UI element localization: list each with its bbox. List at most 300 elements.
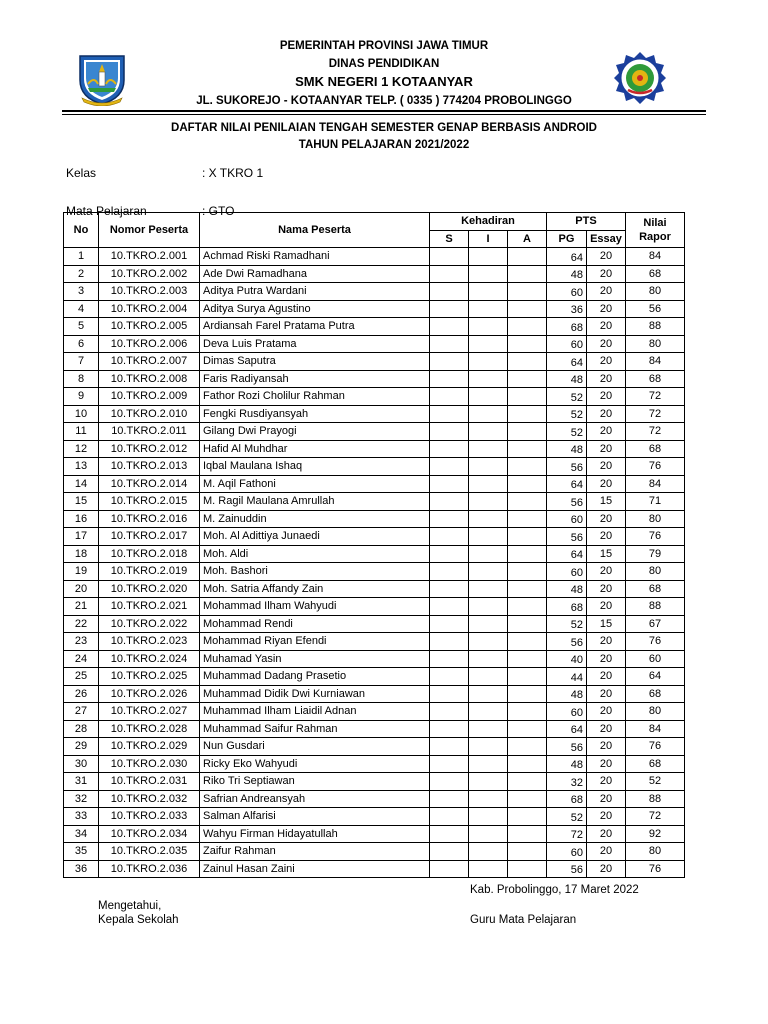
cell-participant-name: Zainul Hasan Zaini xyxy=(200,860,430,878)
table-row xyxy=(64,370,685,388)
cell-participant-number: 10.TKRO.2.015 xyxy=(99,493,200,511)
cell-participant-name: Hafid Al Muhdhar xyxy=(200,440,430,458)
cell-report-score: 64 xyxy=(626,668,685,686)
table-row xyxy=(64,265,685,283)
cell-absent xyxy=(508,528,547,546)
cell-participant-number: 10.TKRO.2.016 xyxy=(99,510,200,528)
cell-participant-number: 10.TKRO.2.002 xyxy=(99,265,200,283)
cell-absent xyxy=(508,580,547,598)
cell-no: 27 xyxy=(64,703,99,721)
cell-essay: 20 xyxy=(587,335,626,353)
cell-essay: 20 xyxy=(587,388,626,406)
cell-permission xyxy=(469,370,508,388)
cell-multiple-choice: 48 xyxy=(547,265,587,283)
cell-absent xyxy=(508,493,547,511)
cell-multiple-choice: 48 xyxy=(547,440,587,458)
cell-sick xyxy=(430,580,469,598)
cell-multiple-choice: 60 xyxy=(547,283,587,301)
cell-report-score: 92 xyxy=(626,825,685,843)
letterhead-school-name: SMK NEGERI 1 KOTAANYAR xyxy=(295,74,473,89)
cell-report-score: 68 xyxy=(626,580,685,598)
cell-essay: 20 xyxy=(587,598,626,616)
cell-sick xyxy=(430,843,469,861)
header-absent: A xyxy=(508,230,547,248)
cell-multiple-choice: 60 xyxy=(547,335,587,353)
subject-value: : GTO xyxy=(202,204,235,218)
cell-absent xyxy=(508,405,547,423)
cell-participant-name: Aditya Surya Agustino xyxy=(200,300,430,318)
cell-permission xyxy=(469,405,508,423)
cell-permission xyxy=(469,773,508,791)
table-row xyxy=(64,423,685,441)
cell-participant-number: 10.TKRO.2.026 xyxy=(99,685,200,703)
cell-no: 22 xyxy=(64,615,99,633)
cell-report-score: 68 xyxy=(626,755,685,773)
cell-participant-name: Mohammad Riyan Efendi xyxy=(200,633,430,651)
cell-participant-number: 10.TKRO.2.020 xyxy=(99,580,200,598)
cell-absent xyxy=(508,423,547,441)
cell-absent xyxy=(508,720,547,738)
cell-absent xyxy=(508,388,547,406)
table-row xyxy=(64,615,685,633)
cell-participant-number: 10.TKRO.2.011 xyxy=(99,423,200,441)
cell-permission xyxy=(469,633,508,651)
cell-sick xyxy=(430,388,469,406)
cell-no: 13 xyxy=(64,458,99,476)
cell-report-score: 56 xyxy=(626,300,685,318)
cell-essay: 20 xyxy=(587,318,626,336)
table-row xyxy=(64,790,685,808)
cell-sick xyxy=(430,493,469,511)
cell-sick xyxy=(430,685,469,703)
cell-no: 1 xyxy=(64,248,99,266)
cell-participant-name: Muhammad Didik Dwi Kurniawan xyxy=(200,685,430,703)
cell-multiple-choice: 48 xyxy=(547,685,587,703)
cell-participant-number: 10.TKRO.2.004 xyxy=(99,300,200,318)
cell-sick xyxy=(430,335,469,353)
cell-no: 15 xyxy=(64,493,99,511)
cell-participant-name: M. Aqil Fathoni xyxy=(200,475,430,493)
subject-label: Mata Pelajaran xyxy=(66,204,147,218)
cell-participant-name: Muhammad Saifur Rahman xyxy=(200,720,430,738)
cell-sick xyxy=(430,720,469,738)
cell-participant-number: 10.TKRO.2.030 xyxy=(99,755,200,773)
cell-participant-number: 10.TKRO.2.003 xyxy=(99,283,200,301)
cell-essay: 20 xyxy=(587,283,626,301)
cell-absent xyxy=(508,703,547,721)
cell-multiple-choice: 64 xyxy=(547,353,587,371)
cell-no: 21 xyxy=(64,598,99,616)
cell-report-score: 84 xyxy=(626,248,685,266)
cell-permission xyxy=(469,860,508,878)
cell-participant-name: Moh. Al Adittiya Junaedi xyxy=(200,528,430,546)
cell-essay: 20 xyxy=(587,528,626,546)
cell-no: 23 xyxy=(64,633,99,651)
letterhead-divider-thick xyxy=(62,110,706,112)
cell-sick xyxy=(430,808,469,826)
cell-absent xyxy=(508,843,547,861)
grades-table-body xyxy=(64,248,685,878)
cell-sick xyxy=(430,318,469,336)
cell-multiple-choice: 44 xyxy=(547,668,587,686)
cell-multiple-choice: 56 xyxy=(547,493,587,511)
cell-permission xyxy=(469,720,508,738)
signature-place-date: Kab. Probolinggo, 17 Maret 2022 xyxy=(470,884,639,896)
cell-no: 7 xyxy=(64,353,99,371)
cell-participant-number: 10.TKRO.2.036 xyxy=(99,860,200,878)
cell-permission xyxy=(469,300,508,318)
table-row xyxy=(64,545,685,563)
cell-permission xyxy=(469,580,508,598)
cell-participant-name: Salman Alfarisi xyxy=(200,808,430,826)
header-attendance: Kehadiran xyxy=(430,213,547,231)
cell-participant-name: Moh. Aldi xyxy=(200,545,430,563)
cell-multiple-choice: 48 xyxy=(547,755,587,773)
cell-essay: 20 xyxy=(587,668,626,686)
cell-participant-name: Gilang Dwi Prayogi xyxy=(200,423,430,441)
cell-participant-name: Ade Dwi Ramadhana xyxy=(200,265,430,283)
cell-no: 9 xyxy=(64,388,99,406)
cell-participant-name: Aditya Putra Wardani xyxy=(200,283,430,301)
header-essay: Essay xyxy=(587,230,626,248)
cell-essay: 20 xyxy=(587,738,626,756)
table-row xyxy=(64,668,685,686)
cell-sick xyxy=(430,283,469,301)
cell-report-score: 68 xyxy=(626,440,685,458)
cell-sick xyxy=(430,738,469,756)
cell-no: 16 xyxy=(64,510,99,528)
cell-sick xyxy=(430,353,469,371)
header-multiple-choice: PG xyxy=(547,230,587,248)
cell-participant-number: 10.TKRO.2.035 xyxy=(99,843,200,861)
cell-report-score: 76 xyxy=(626,633,685,651)
cell-permission xyxy=(469,423,508,441)
cell-essay: 20 xyxy=(587,563,626,581)
grades-table xyxy=(63,212,685,878)
table-row xyxy=(64,283,685,301)
cell-sick xyxy=(430,300,469,318)
cell-permission xyxy=(469,440,508,458)
cell-absent xyxy=(508,773,547,791)
table-row xyxy=(64,458,685,476)
cell-no: 2 xyxy=(64,265,99,283)
cell-no: 35 xyxy=(64,843,99,861)
cell-sick xyxy=(430,755,469,773)
cell-sick xyxy=(430,860,469,878)
cell-report-score: 88 xyxy=(626,598,685,616)
cell-participant-name: Fathor Rozi Cholilur Rahman xyxy=(200,388,430,406)
cell-essay: 20 xyxy=(587,423,626,441)
cell-permission xyxy=(469,738,508,756)
cell-no: 4 xyxy=(64,300,99,318)
table-row xyxy=(64,598,685,616)
cell-participant-number: 10.TKRO.2.010 xyxy=(99,405,200,423)
cell-absent xyxy=(508,668,547,686)
table-row xyxy=(64,650,685,668)
cell-report-score: 80 xyxy=(626,510,685,528)
cell-participant-number: 10.TKRO.2.012 xyxy=(99,440,200,458)
cell-sick xyxy=(430,563,469,581)
cell-no: 8 xyxy=(64,370,99,388)
table-row xyxy=(64,388,685,406)
cell-participant-name: Ricky Eko Wahyudi xyxy=(200,755,430,773)
cell-permission xyxy=(469,615,508,633)
cell-sick xyxy=(430,615,469,633)
cell-multiple-choice: 60 xyxy=(547,703,587,721)
cell-participant-name: Moh. Satria Affandy Zain xyxy=(200,580,430,598)
cell-absent xyxy=(508,265,547,283)
cell-absent xyxy=(508,615,547,633)
cell-no: 34 xyxy=(64,825,99,843)
signature-acknowledged: Mengetahui, xyxy=(98,900,162,912)
cell-participant-number: 10.TKRO.2.024 xyxy=(99,650,200,668)
cell-report-score: 76 xyxy=(626,738,685,756)
table-row xyxy=(64,405,685,423)
cell-no: 25 xyxy=(64,668,99,686)
cell-no: 17 xyxy=(64,528,99,546)
cell-sick xyxy=(430,528,469,546)
table-row xyxy=(64,493,685,511)
cell-multiple-choice: 68 xyxy=(547,598,587,616)
cell-sick xyxy=(430,458,469,476)
cell-no: 28 xyxy=(64,720,99,738)
cell-absent xyxy=(508,353,547,371)
header-participant-name: Nama Peserta xyxy=(200,213,430,248)
cell-permission xyxy=(469,335,508,353)
cell-permission xyxy=(469,475,508,493)
table-row xyxy=(64,738,685,756)
table-row xyxy=(64,773,685,791)
header-report-score xyxy=(626,213,685,248)
cell-absent xyxy=(508,318,547,336)
cell-report-score: 84 xyxy=(626,720,685,738)
cell-report-score: 80 xyxy=(626,335,685,353)
cell-multiple-choice: 52 xyxy=(547,388,587,406)
cell-absent xyxy=(508,685,547,703)
cell-essay: 20 xyxy=(587,353,626,371)
cell-multiple-choice: 64 xyxy=(547,545,587,563)
table-row xyxy=(64,808,685,826)
header-participant-number: Nomor Peserta xyxy=(99,213,200,248)
cell-permission xyxy=(469,528,508,546)
cell-report-score: 84 xyxy=(626,475,685,493)
cell-participant-name: Moh. Bashori xyxy=(200,563,430,581)
cell-multiple-choice: 40 xyxy=(547,650,587,668)
cell-report-score: 68 xyxy=(626,370,685,388)
cell-no: 30 xyxy=(64,755,99,773)
cell-participant-number: 10.TKRO.2.017 xyxy=(99,528,200,546)
cell-absent xyxy=(508,808,547,826)
cell-permission xyxy=(469,388,508,406)
cell-permission xyxy=(469,563,508,581)
table-row xyxy=(64,335,685,353)
cell-permission xyxy=(469,248,508,266)
cell-essay: 20 xyxy=(587,405,626,423)
cell-participant-number: 10.TKRO.2.018 xyxy=(99,545,200,563)
cell-multiple-choice: 52 xyxy=(547,405,587,423)
cell-no: 5 xyxy=(64,318,99,336)
header-report-score-line2: Rapor xyxy=(639,231,671,243)
cell-no: 14 xyxy=(64,475,99,493)
cell-participant-number: 10.TKRO.2.009 xyxy=(99,388,200,406)
cell-absent xyxy=(508,458,547,476)
cell-no: 33 xyxy=(64,808,99,826)
cell-essay: 20 xyxy=(587,458,626,476)
cell-essay: 20 xyxy=(587,703,626,721)
class-value: : X TKRO 1 xyxy=(202,166,264,180)
cell-absent xyxy=(508,790,547,808)
cell-absent xyxy=(508,860,547,878)
cell-multiple-choice: 56 xyxy=(547,860,587,878)
cell-no: 6 xyxy=(64,335,99,353)
cell-multiple-choice: 56 xyxy=(547,528,587,546)
table-row xyxy=(64,248,685,266)
cell-essay: 20 xyxy=(587,633,626,651)
cell-permission xyxy=(469,825,508,843)
table-row xyxy=(64,528,685,546)
cell-essay: 20 xyxy=(587,475,626,493)
cell-report-score: 76 xyxy=(626,458,685,476)
table-row xyxy=(64,440,685,458)
cell-permission xyxy=(469,755,508,773)
cell-participant-number: 10.TKRO.2.006 xyxy=(99,335,200,353)
cell-participant-number: 10.TKRO.2.013 xyxy=(99,458,200,476)
cell-multiple-choice: 56 xyxy=(547,633,587,651)
cell-sick xyxy=(430,370,469,388)
cell-sick xyxy=(430,598,469,616)
cell-no: 18 xyxy=(64,545,99,563)
cell-permission xyxy=(469,598,508,616)
header-report-score-line1: Nilai xyxy=(643,217,667,229)
cell-essay: 20 xyxy=(587,773,626,791)
cell-report-score: 88 xyxy=(626,790,685,808)
cell-absent xyxy=(508,633,547,651)
cell-no: 29 xyxy=(64,738,99,756)
cell-no: 32 xyxy=(64,790,99,808)
table-row xyxy=(64,300,685,318)
cell-permission xyxy=(469,650,508,668)
cell-participant-number: 10.TKRO.2.027 xyxy=(99,703,200,721)
cell-essay: 20 xyxy=(587,265,626,283)
cell-participant-name: Muhammad Dadang Prasetio xyxy=(200,668,430,686)
cell-multiple-choice: 52 xyxy=(547,808,587,826)
cell-sick xyxy=(430,265,469,283)
cell-permission xyxy=(469,808,508,826)
cell-sick xyxy=(430,510,469,528)
header-permission: I xyxy=(469,230,508,248)
cell-multiple-choice: 52 xyxy=(547,423,587,441)
cell-report-score: 88 xyxy=(626,318,685,336)
cell-sick xyxy=(430,423,469,441)
cell-absent xyxy=(508,440,547,458)
cell-multiple-choice: 36 xyxy=(547,300,587,318)
class-label: Kelas xyxy=(66,166,97,180)
letterhead-government: PEMERINTAH PROVINSI JAWA TIMUR xyxy=(279,40,489,52)
cell-participant-name: Zaifur Rahman xyxy=(200,843,430,861)
cell-participant-name: Iqbal Maulana Ishaq xyxy=(200,458,430,476)
table-row xyxy=(64,353,685,371)
cell-report-score: 79 xyxy=(626,545,685,563)
cell-permission xyxy=(469,353,508,371)
cell-sick xyxy=(430,545,469,563)
cell-sick xyxy=(430,405,469,423)
table-row xyxy=(64,318,685,336)
cell-participant-number: 10.TKRO.2.029 xyxy=(99,738,200,756)
cell-participant-name: Muhammad Ilham Liaidil Adnan xyxy=(200,703,430,721)
cell-permission xyxy=(469,458,508,476)
table-row xyxy=(64,563,685,581)
cell-multiple-choice: 64 xyxy=(547,475,587,493)
cell-permission xyxy=(469,318,508,336)
cell-multiple-choice: 56 xyxy=(547,738,587,756)
cell-no: 26 xyxy=(64,685,99,703)
cell-participant-name: Faris Radiyansah xyxy=(200,370,430,388)
header-no: No xyxy=(64,213,99,248)
table-row xyxy=(64,580,685,598)
cell-participant-number: 10.TKRO.2.028 xyxy=(99,720,200,738)
cell-participant-name: Deva Luis Pratama xyxy=(200,335,430,353)
cell-no: 36 xyxy=(64,860,99,878)
table-row xyxy=(64,703,685,721)
cell-no: 10 xyxy=(64,405,99,423)
cell-essay: 20 xyxy=(587,808,626,826)
table-row xyxy=(64,860,685,878)
letterhead-address: JL. SUKOREJO - KOTAANYAR TELP. ( 0335 ) 774204 PROBOLINGGO xyxy=(196,95,572,107)
cell-permission xyxy=(469,685,508,703)
cell-participant-name: Mohammad Rendi xyxy=(200,615,430,633)
cell-participant-name: Muhamad Yasin xyxy=(200,650,430,668)
cell-report-score: 68 xyxy=(626,265,685,283)
cell-multiple-choice: 56 xyxy=(547,458,587,476)
cell-no: 11 xyxy=(64,423,99,441)
cell-participant-number: 10.TKRO.2.031 xyxy=(99,773,200,791)
cell-report-score: 72 xyxy=(626,388,685,406)
cell-essay: 20 xyxy=(587,440,626,458)
cell-participant-number: 10.TKRO.2.022 xyxy=(99,615,200,633)
signature-principal: Kepala Sekolah xyxy=(98,914,179,926)
cell-no: 12 xyxy=(64,440,99,458)
cell-participant-name: Dimas Saputra xyxy=(200,353,430,371)
cell-participant-name: Fengki Rusdiyansyah xyxy=(200,405,430,423)
cell-multiple-choice: 72 xyxy=(547,825,587,843)
cell-absent xyxy=(508,510,547,528)
cell-multiple-choice: 60 xyxy=(547,510,587,528)
cell-report-score: 76 xyxy=(626,528,685,546)
cell-permission xyxy=(469,493,508,511)
table-row xyxy=(64,720,685,738)
cell-absent xyxy=(508,283,547,301)
cell-absent xyxy=(508,335,547,353)
cell-sick xyxy=(430,440,469,458)
cell-multiple-choice: 60 xyxy=(547,563,587,581)
cell-report-score: 60 xyxy=(626,650,685,668)
cell-essay: 20 xyxy=(587,685,626,703)
cell-participant-number: 10.TKRO.2.007 xyxy=(99,353,200,371)
cell-multiple-choice: 48 xyxy=(547,370,587,388)
cell-absent xyxy=(508,755,547,773)
letterhead-divider-thin xyxy=(62,114,706,115)
signature-teacher: Guru Mata Pelajaran xyxy=(470,914,577,926)
cell-sick xyxy=(430,825,469,843)
letterhead xyxy=(62,40,706,110)
cell-multiple-choice: 64 xyxy=(547,720,587,738)
document-title: DAFTAR NILAI PENILAIAN TENGAH SEMESTER GENAP BERBASIS ANDROID xyxy=(171,122,597,134)
cell-participant-number: 10.TKRO.2.001 xyxy=(99,248,200,266)
cell-absent xyxy=(508,370,547,388)
cell-participant-number: 10.TKRO.2.019 xyxy=(99,563,200,581)
cell-essay: 20 xyxy=(587,825,626,843)
cell-essay: 20 xyxy=(587,755,626,773)
